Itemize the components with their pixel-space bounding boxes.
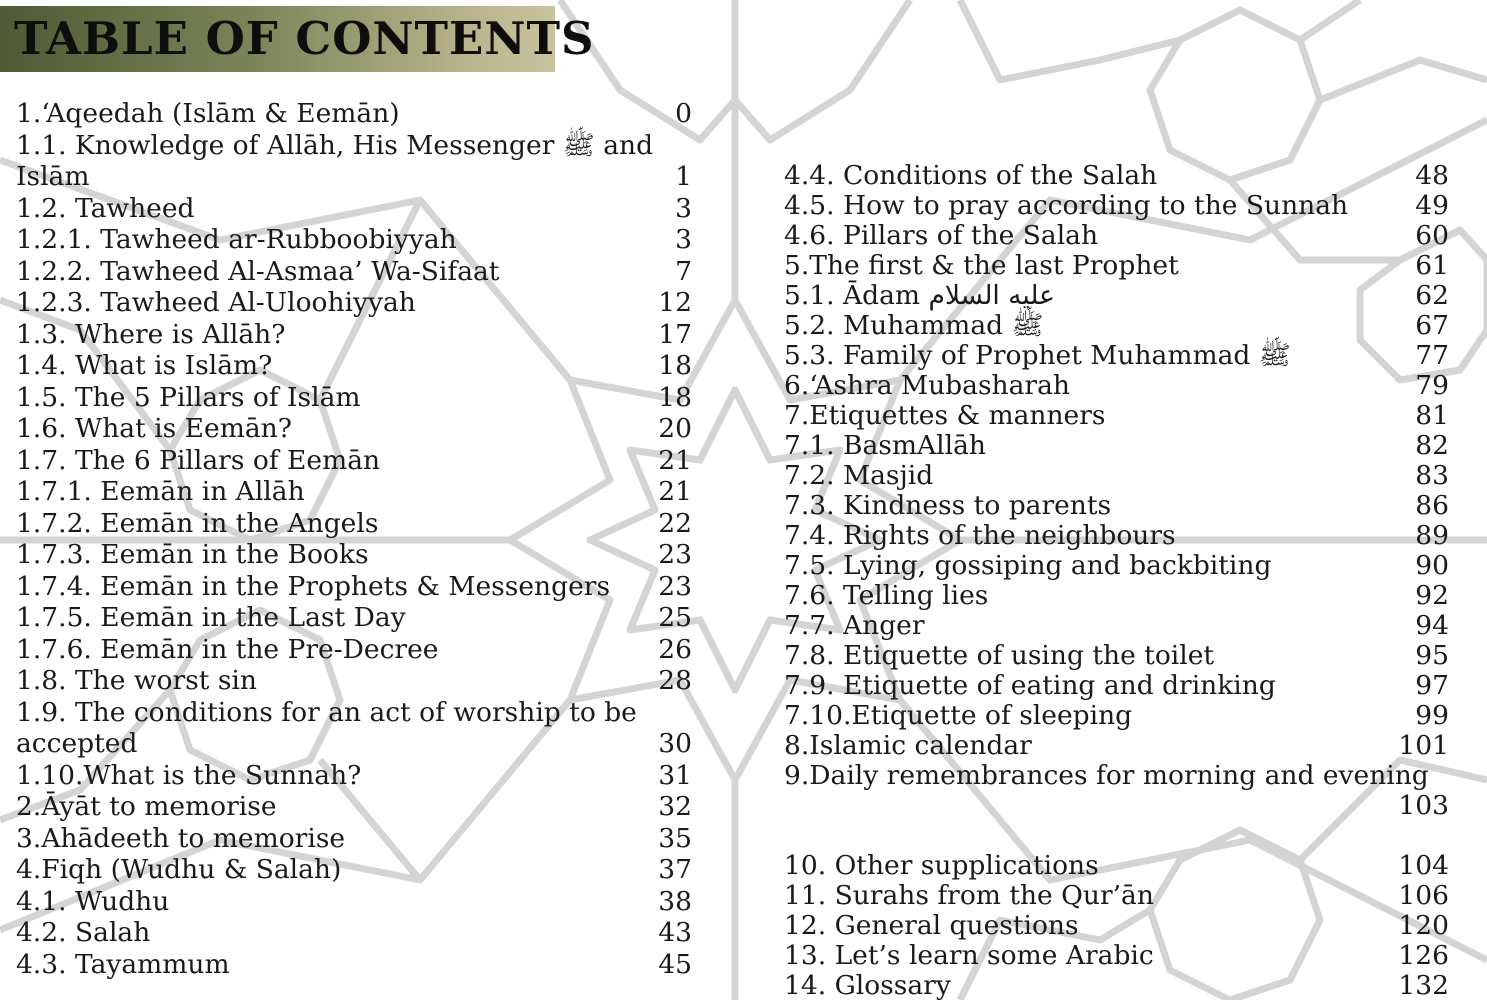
- toc-entry-page-number: 22: [658, 507, 692, 539]
- toc-entry-title: 7.3. Kindness to parents: [784, 490, 1112, 521]
- toc-entry-title: 4.2. Salah: [16, 917, 151, 948]
- toc-entry: [784, 701, 1449, 731]
- toc-entry: [16, 697, 696, 729]
- toc-entry: [784, 191, 1449, 221]
- toc-entry-page-number: 83: [1415, 460, 1449, 491]
- toc-entry-page-number: 99: [1415, 700, 1449, 731]
- toc-entry: [16, 571, 696, 603]
- toc-entry-page-number: 25: [658, 602, 692, 633]
- toc-entry: [16, 319, 696, 351]
- toc-entry: [784, 401, 1449, 431]
- toc-entry-title: Islām: [16, 161, 90, 192]
- toc-entry: [784, 281, 1449, 311]
- toc-entry-title: 1.7.3. Eemān in the Books: [16, 539, 369, 570]
- toc-entry-title: 1.7.1. Eemān in Allāh: [16, 476, 305, 507]
- toc-entry: [784, 251, 1449, 281]
- toc-entry: [784, 821, 1449, 851]
- toc-entry: [784, 791, 1449, 821]
- toc-entry-title: 7.Etiquettes & manners: [784, 400, 1106, 431]
- toc-entry-page-number: 120: [1398, 910, 1449, 941]
- toc-entry-page-number: 89: [1415, 520, 1449, 551]
- toc-entry-page-number: 23: [658, 570, 692, 602]
- toc-entry-title: 6.‘Ashra Mubasharah: [784, 370, 1070, 401]
- toc-entry-page-number: 7: [675, 255, 692, 287]
- toc-entry-page-number: 95: [1415, 640, 1449, 671]
- toc-entry-title: 1.3. Where is Allāh?: [16, 318, 286, 350]
- toc-entry-title: 1.2.2. Tawheed Al-Asmaa’ Wa-Sifaat: [16, 255, 500, 287]
- toc-entry-title: 12. General questions: [784, 910, 1079, 941]
- toc-entry-page-number: 126: [1398, 940, 1449, 971]
- toc-entry: [784, 461, 1449, 491]
- toc-entry-page-number: 106: [1398, 880, 1449, 911]
- toc-entry-title: 4.Fiqh (Wudhu & Salah): [16, 854, 342, 885]
- toc-entry-title: 5.The first & the last Prophet: [784, 250, 1179, 281]
- toc-entry: [784, 371, 1449, 401]
- toc-entry-page-number: 26: [658, 633, 692, 665]
- toc-entry-title: 1.9. The conditions for an act of worship to be: [16, 696, 637, 728]
- toc-entry: [784, 581, 1449, 611]
- toc-entry: [16, 602, 696, 634]
- toc-entry-title: 8.Islamic calendar: [784, 730, 1032, 761]
- toc-entry-title: 7.8. Etiquette of using the toilet: [784, 640, 1215, 671]
- toc-entry-title: 1.7.4. Eemān in the Prophets & Messengers: [16, 570, 611, 602]
- toc-entry: [16, 665, 696, 697]
- toc-column-right: [784, 161, 1449, 1001]
- toc-entry-page-number: 48: [1415, 160, 1449, 191]
- toc-entry: [16, 256, 696, 288]
- toc-entry-page-number: 18: [658, 350, 692, 381]
- toc-entry-page-number: 38: [658, 885, 692, 917]
- toc-entry-page-number: 86: [1415, 490, 1449, 521]
- toc-entry-page-number: 67: [1415, 310, 1449, 341]
- toc-entry-page-number: 30: [658, 728, 692, 759]
- toc-entry-title: 5.2. Muhammad ﷺ: [784, 310, 1044, 341]
- toc-entry-page-number: 12: [658, 287, 692, 318]
- toc-entry: [784, 491, 1449, 521]
- toc-entry: [784, 641, 1449, 671]
- toc-entry: [784, 851, 1449, 881]
- toc-entry-title: 7.1. BasmAllāh: [784, 430, 986, 461]
- toc-entry-title: 1.7.2. Eemān in the Angels: [16, 507, 379, 539]
- toc-entry-page-number: 32: [658, 791, 692, 822]
- toc-entry-title: 7.2. Masjid: [784, 460, 934, 491]
- title-banner: [0, 6, 595, 72]
- toc-entry: [16, 886, 696, 918]
- toc-entry: [784, 911, 1449, 941]
- toc-entry-page-number: 82: [1415, 430, 1449, 461]
- toc-entry-title: 7.7. Anger: [784, 610, 925, 641]
- toc-entry-title: 1.2. Tawheed: [16, 192, 195, 224]
- toc-entry: [16, 760, 696, 792]
- toc-entry-title: 10. Other supplications: [784, 850, 1099, 881]
- toc-entry-page-number: 3: [675, 224, 692, 255]
- toc-entry-title: 2.Āyāt to memorise: [16, 791, 277, 822]
- toc-entry-page-number: 49: [1415, 190, 1449, 221]
- toc-entry-title: 1.2.3. Tawheed Al-Uloohiyyah: [16, 287, 416, 318]
- toc-entry-page-number: 31: [658, 759, 692, 791]
- toc-entry-page-number: 0: [675, 98, 692, 129]
- toc-entry: [16, 728, 696, 760]
- toc-entry-title: 11. Surahs from the Qur’ān: [784, 880, 1154, 911]
- toc-entry-title: 7.10.Etiquette of sleeping: [784, 700, 1133, 731]
- toc-entry-title: 1.10.What is the Sunnah?: [16, 759, 362, 791]
- toc-entry: [784, 671, 1449, 701]
- toc-entry: [16, 508, 696, 540]
- toc-entry: [784, 431, 1449, 461]
- toc-entry: [784, 881, 1449, 911]
- toc-entry-title: 7.9. Etiquette of eating and drinking: [784, 670, 1276, 701]
- toc-entry: [16, 98, 696, 130]
- toc-entry-title: 5.3. Family of Prophet Muhammad ﷺ: [784, 340, 1291, 371]
- toc-entry-page-number: 45: [658, 948, 692, 980]
- toc-entry-page-number: 23: [658, 539, 692, 570]
- toc-entry-title: 4.1. Wudhu: [16, 885, 170, 917]
- toc-entry-title: 1.‘Aqeedah (Islām & Eemān): [16, 98, 400, 129]
- toc-entry: [784, 161, 1449, 191]
- toc-entry-page-number: 20: [658, 413, 692, 444]
- toc-entry-title: 1.6. What is Eemān?: [16, 413, 292, 444]
- toc-entry-page-number: 35: [658, 822, 692, 854]
- toc-entry: [784, 941, 1449, 971]
- toc-entry: [16, 539, 696, 571]
- toc-entry-page-number: 17: [658, 318, 692, 350]
- toc-entry: [784, 341, 1449, 371]
- toc-entry: [784, 551, 1449, 581]
- toc-entry: [16, 917, 696, 949]
- toc-entry-page-number: 104: [1398, 850, 1449, 881]
- toc-entry: [16, 193, 696, 225]
- toc-entry-page-number: 81: [1415, 400, 1449, 431]
- toc-entry-title: 1.4. What is Islām?: [16, 350, 273, 381]
- toc-entry-title: 1.2.1. Tawheed ar-Rubboobiyyah: [16, 224, 457, 255]
- toc-entry: [16, 130, 696, 162]
- toc-entry-page-number: 101: [1398, 730, 1449, 761]
- toc-entry-page-number: 3: [675, 192, 692, 224]
- toc-entry-page-number: 103: [1398, 790, 1449, 821]
- toc-entry: [16, 287, 696, 319]
- toc-entry: [784, 761, 1449, 791]
- toc-entry: [16, 350, 696, 382]
- toc-column-left: [16, 98, 696, 980]
- toc-entry-title: 1.7.6. Eemān in the Pre-Decree: [16, 633, 439, 665]
- toc-entry-title: 14. Glossary: [784, 970, 951, 1001]
- toc-entry-title: 4.6. Pillars of the Salah: [784, 220, 1099, 251]
- toc-entry: [16, 413, 696, 445]
- toc-entry-page-number: 37: [658, 854, 692, 885]
- toc-entry-title: 1.5. The 5 Pillars of Islām: [16, 381, 361, 413]
- toc-entry: [784, 611, 1449, 641]
- toc-entry: [784, 971, 1449, 1001]
- toc-entry-title: accepted: [16, 728, 138, 759]
- toc-entry-page-number: 21: [658, 476, 692, 507]
- toc-entry-title: 1.8. The worst sin: [16, 665, 257, 696]
- toc-entry-page-number: 79: [1415, 370, 1449, 401]
- toc-entry: [784, 221, 1449, 251]
- toc-entry-title: 13. Let’s learn some Arabic: [784, 940, 1154, 971]
- toc-entry-title: 1.7.5. Eemān in the Last Day: [16, 602, 406, 633]
- toc-entry-title: 9.Daily remembrances for morning and evening: [784, 760, 1429, 791]
- toc-entry: [16, 445, 696, 477]
- toc-entry-title: 7.4. Rights of the neighbours: [784, 520, 1176, 551]
- toc-entry-page-number: 90: [1415, 550, 1449, 581]
- toc-entry-page-number: 21: [658, 444, 692, 476]
- toc-entry: [784, 731, 1449, 761]
- toc-entry-page-number: 1: [675, 161, 692, 192]
- toc-entry-page-number: 77: [1415, 340, 1449, 371]
- toc-entry-page-number: 92: [1415, 580, 1449, 611]
- toc-entry: [16, 634, 696, 666]
- toc-entry-page-number: 62: [1415, 280, 1449, 311]
- toc-entry-page-number: 132: [1398, 970, 1449, 1001]
- toc-entry-title: 4.4. Conditions of the Salah: [784, 160, 1158, 191]
- toc-entry-title: 1.1. Knowledge of Allāh, His Messenger ﷺ and: [16, 129, 654, 161]
- toc-entry-page-number: 61: [1415, 250, 1449, 281]
- toc-entry-page-number: 28: [658, 665, 692, 696]
- toc-entry: [16, 791, 696, 823]
- page-title: TABLE OF CONTENTS: [14, 12, 595, 65]
- toc-entry-title: 3.Ahādeeth to memorise: [16, 822, 346, 854]
- toc-entry: [16, 382, 696, 414]
- toc-entry-title: 5.1. Ādam عليه السلام: [784, 280, 1055, 311]
- toc-entry-page-number: 18: [658, 381, 692, 413]
- toc-entry: [784, 311, 1449, 341]
- toc-entry-title: 1.7. The 6 Pillars of Eemān: [16, 444, 381, 476]
- toc-entry: [16, 476, 696, 508]
- toc-entry-page-number: 97: [1415, 670, 1449, 701]
- toc-entry: [16, 224, 696, 256]
- toc-entry: [16, 823, 696, 855]
- toc-entry-title: 7.5. Lying, gossiping and backbiting: [784, 550, 1272, 581]
- toc-entry: [16, 854, 696, 886]
- toc-entry: [16, 161, 696, 193]
- toc-entry: [16, 949, 696, 981]
- toc-entry-page-number: 60: [1415, 220, 1449, 251]
- toc-entry-title: 4.3. Tayammum: [16, 948, 230, 980]
- toc-entry-page-number: 43: [658, 917, 692, 948]
- toc-entry-title: 4.5. How to pray according to the Sunnah: [784, 190, 1349, 221]
- toc-entry: [784, 521, 1449, 551]
- toc-entry-title: 7.6. Telling lies: [784, 580, 989, 611]
- toc-entry-page-number: 94: [1415, 610, 1449, 641]
